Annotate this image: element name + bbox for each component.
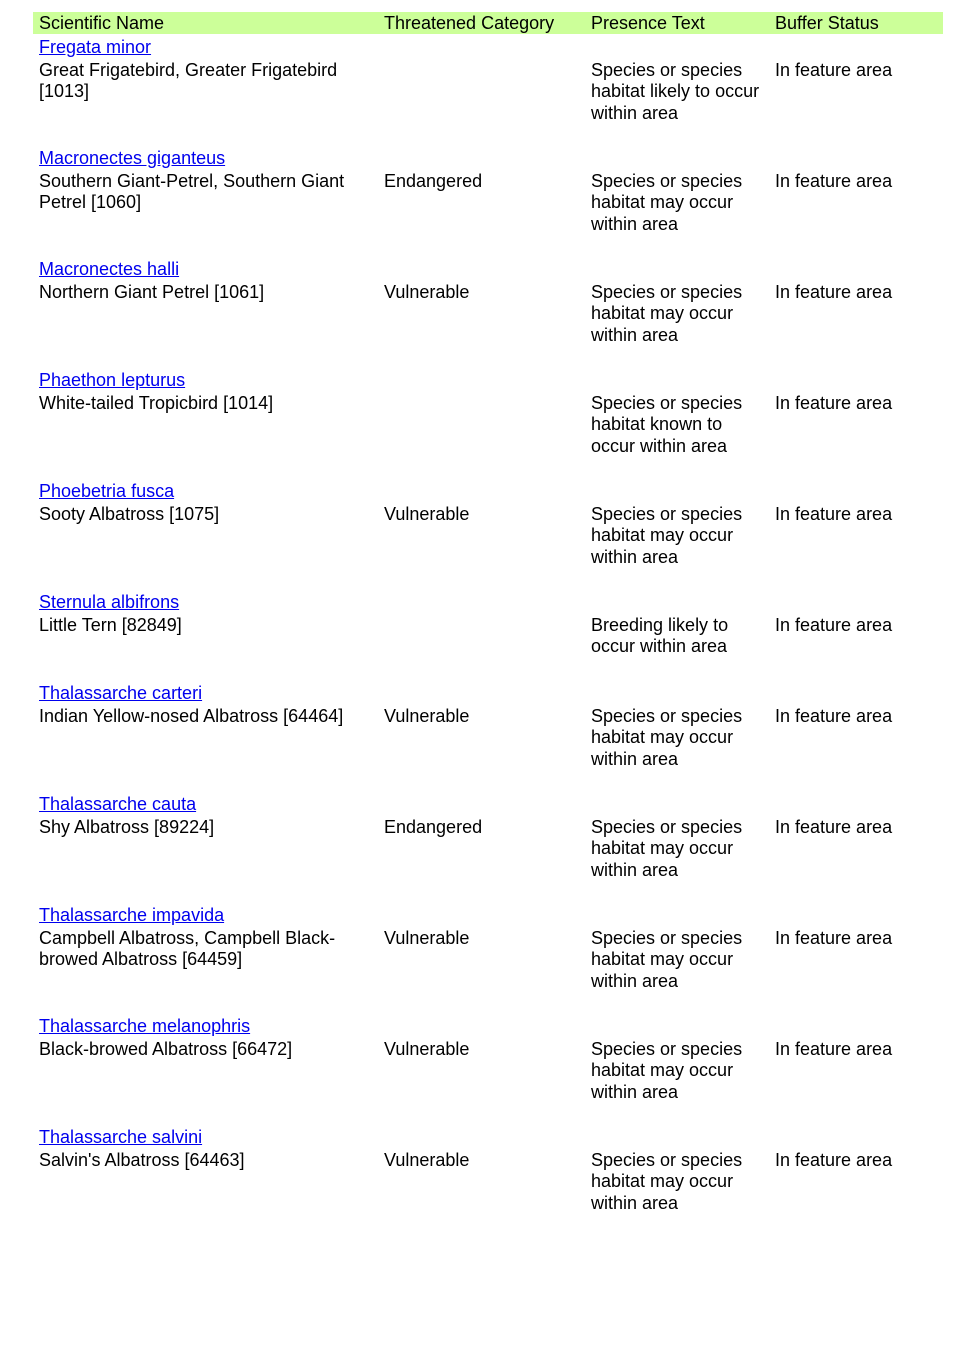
table-row (33, 369, 943, 480)
threatened-category: Endangered (384, 171, 483, 191)
table-row (33, 36, 943, 147)
threatened-category: Vulnerable (384, 706, 470, 726)
table-header (33, 12, 943, 34)
table-row (33, 682, 943, 793)
common-name: Northern Giant Petrel [1061] (39, 282, 265, 302)
presence-text: Species or species habitat may occur within area (591, 282, 743, 345)
common-name: Black-browed Albatross [66472] (39, 1039, 293, 1059)
presence-text: Breeding likely to occur within area (591, 615, 729, 657)
presence-text: Species or species habitat known to occur within area (591, 393, 743, 456)
threatened-category: Vulnerable (384, 1039, 470, 1059)
header-buffer-status: Buffer Status (775, 13, 879, 33)
common-name: Southern Giant-Petrel, Southern Giant Petrel [1060] (39, 171, 345, 213)
scientific-name-link[interactable]: Phaethon lepturus (39, 370, 186, 390)
table-row (33, 1126, 943, 1237)
presence-text: Species or species habitat may occur within area (591, 817, 743, 880)
presence-text: Species or species habitat may occur within area (591, 928, 743, 991)
threatened-category: Vulnerable (384, 282, 470, 302)
scientific-name-link[interactable]: Thalassarche melanophris (39, 1016, 251, 1036)
table-row (33, 147, 943, 258)
presence-text: Species or species habitat may occur within area (591, 1039, 743, 1102)
threatened-category: Vulnerable (384, 1150, 470, 1170)
presence-text: Species or species habitat may occur within area (591, 1150, 743, 1213)
table-row (33, 258, 943, 369)
presence-text: Species or species habitat may occur within area (591, 171, 743, 234)
common-name: White-tailed Tropicbird [1014] (39, 393, 274, 413)
scientific-name-link[interactable]: Thalassarche carteri (39, 683, 203, 703)
threatened-category: Endangered (384, 817, 483, 837)
presence-text: Species or species habitat likely to occur within area (591, 60, 760, 123)
threatened-category: Vulnerable (384, 504, 470, 524)
buffer-status: In feature area (775, 817, 893, 837)
species-table (33, 36, 943, 1237)
table-row (33, 480, 943, 591)
buffer-status: In feature area (775, 615, 893, 635)
table-row (33, 904, 943, 1015)
header-presence-text: Presence Text (591, 13, 705, 33)
buffer-status: In feature area (775, 928, 893, 948)
buffer-status: In feature area (775, 393, 893, 413)
common-name: Indian Yellow-nosed Albatross [64464] (39, 706, 344, 726)
common-name: Salvin's Albatross [64463] (39, 1150, 245, 1170)
presence-text: Species or species habitat may occur within area (591, 504, 743, 567)
scientific-name-link[interactable]: Thalassarche salvini (39, 1127, 203, 1147)
buffer-status: In feature area (775, 282, 893, 302)
buffer-status: In feature area (775, 1150, 893, 1170)
common-name: Little Tern [82849] (39, 615, 182, 635)
scientific-name-link[interactable]: Macronectes giganteus (39, 148, 226, 168)
header-scientific-name: Scientific Name (39, 13, 165, 33)
buffer-status: In feature area (775, 60, 893, 80)
scientific-name-link[interactable]: Fregata minor (39, 37, 152, 57)
buffer-status: In feature area (775, 1039, 893, 1059)
scientific-name-link[interactable]: Macronectes halli (39, 259, 180, 279)
common-name: Campbell Albatross, Campbell Black-browed Albatross [64459] (39, 928, 336, 970)
table-row (33, 591, 943, 682)
header-threatened-category: Threatened Category (384, 13, 555, 33)
threatened-category: Vulnerable (384, 928, 470, 948)
scientific-name-link[interactable]: Phoebetria fusca (39, 481, 175, 501)
scientific-name-link[interactable]: Thalassarche impavida (39, 905, 225, 925)
common-name: Sooty Albatross [1075] (39, 504, 220, 524)
common-name: Shy Albatross [89224] (39, 817, 215, 837)
scientific-name-link[interactable]: Sternula albifrons (39, 592, 180, 612)
buffer-status: In feature area (775, 171, 893, 191)
buffer-status: In feature area (775, 504, 893, 524)
common-name: Great Frigatebird, Greater Frigatebird [1013] (39, 60, 338, 102)
scientific-name-link[interactable]: Thalassarche cauta (39, 794, 197, 814)
presence-text: Species or species habitat may occur within area (591, 706, 743, 769)
buffer-status: In feature area (775, 706, 893, 726)
table-row (33, 1015, 943, 1126)
table-row (33, 793, 943, 904)
